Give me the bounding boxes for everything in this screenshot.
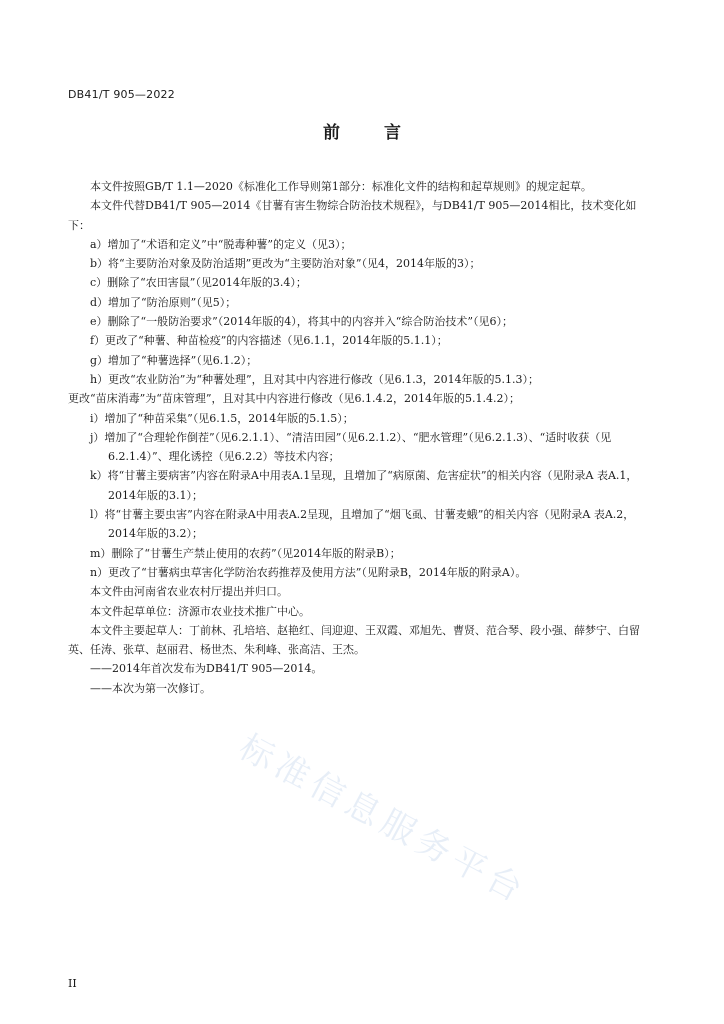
list-item-m: m）删除了“甘薯生产禁止使用的农药”（见2014年版的附录B）； [90,546,401,560]
paragraph-drafting-unit: 本文件起草单位：济源市农业技术推广中心。 [90,604,310,618]
list-item-g: g）增加了“种薯选择”（见6.1.2）； [90,353,258,367]
page-number: II [68,977,77,990]
list-item-j: j）增加了“合理轮作倒茬”（见6.2.1.1）、“清洁田园”（见6.2.1.2）、“肥水管理”（见6.2.1.3）、“适时收获（见6.2.1.4）”、理化诱控（见6.2.2）等技术内容； [90,430,612,464]
watermark: 标准信息服务平台 [232,727,534,913]
paragraph-history-2: ——本次为第一次修订。 [90,681,211,695]
title-char-1: 前 [323,123,340,143]
list-item-c: c）删除了“农田害鼠”（见2014年版的3.4）； [90,276,307,290]
list-item-d: d）增加了“防治原则”（见5）； [90,295,237,309]
list-item-n: n）更改了“甘薯病虫草害化学防治农药推荐及使用方法”（见附录B，2014年版的附录A）。 [90,565,527,579]
paragraph-proposer: 本文件由河南省农业农村厅提出并归口。 [90,585,288,599]
list-item-k: k）将“甘薯主要病害”内容在附录A中用表A.1呈现，且增加了“病原菌、危害症状”的相关内容（见附录A 表A.1，2014年版的3.1）； [90,469,638,502]
paragraph-history-1: ——2014年首次发布为DB41/T 905—2014。 [90,662,323,676]
list-item-h-continued: 更改“苗床消毒”为“苗床管理”，且对其中内容进行修改（见6.1.4.2，2014年版的5.1.4.2）； [68,392,520,406]
paragraph-replaces: 本文件代替DB41/T 905—2014《甘薯有害生物综合防治技术规程》，与DB41/T 905—2014相比，技术变化如下： [68,199,637,232]
list-item-b: b）将“主要防治对象及防治适期”更改为“主要防治对象”（见4，2014年版的3）； [90,257,481,271]
paragraph-standard-basis: 本文件按照GB/T 1.1—2020《标准化工作导则第1部分：标准化文件的结构和起草规则》的规定起草。 [90,180,592,193]
document-code: DB41/T 905—2022 [68,88,175,101]
foreword-body [68,177,658,698]
list-item-l: l）将“甘薯主要虫害”内容在附录A中用表A.2呈现，且增加了“烟飞虱、甘薯麦蛾”的相关内容（见附录A 表A.2，2014年版的3.2）； [90,508,635,541]
list-item-e: e）删除了“一般防治要求”（2014年版的4），将其中的内容并入“综合防治技术”（见6）； [90,315,513,329]
list-item-a: a）增加了“术语和定义”中“脱毒种薯”的定义（见3）； [90,237,352,251]
page-title [0,118,724,143]
list-item-i: i）增加了“种苗采集”（见6.1.5，2014年版的5.1.5）； [90,411,354,425]
list-item-f: f）更改了“种薯、种苗检疫”的内容描述（见6.1.1，2014年版的5.1.1）； [90,334,448,348]
paragraph-drafters: 本文件主要起草人：丁前林、孔培培、赵艳红、闫迎迎、王双霞、邓旭先、曹贤、范合琴、段小强、薛梦宁、白留英、任涛、张草、赵丽君、杨世杰、朱利峰、张高洁、王杰。 [68,623,640,657]
title-char-2: 言 [384,123,401,143]
list-item-h: h）更改“农业防治”为“种薯处理”，且对其中内容进行修改（见6.1.3，2014年版的5.1.3）； [90,372,540,386]
